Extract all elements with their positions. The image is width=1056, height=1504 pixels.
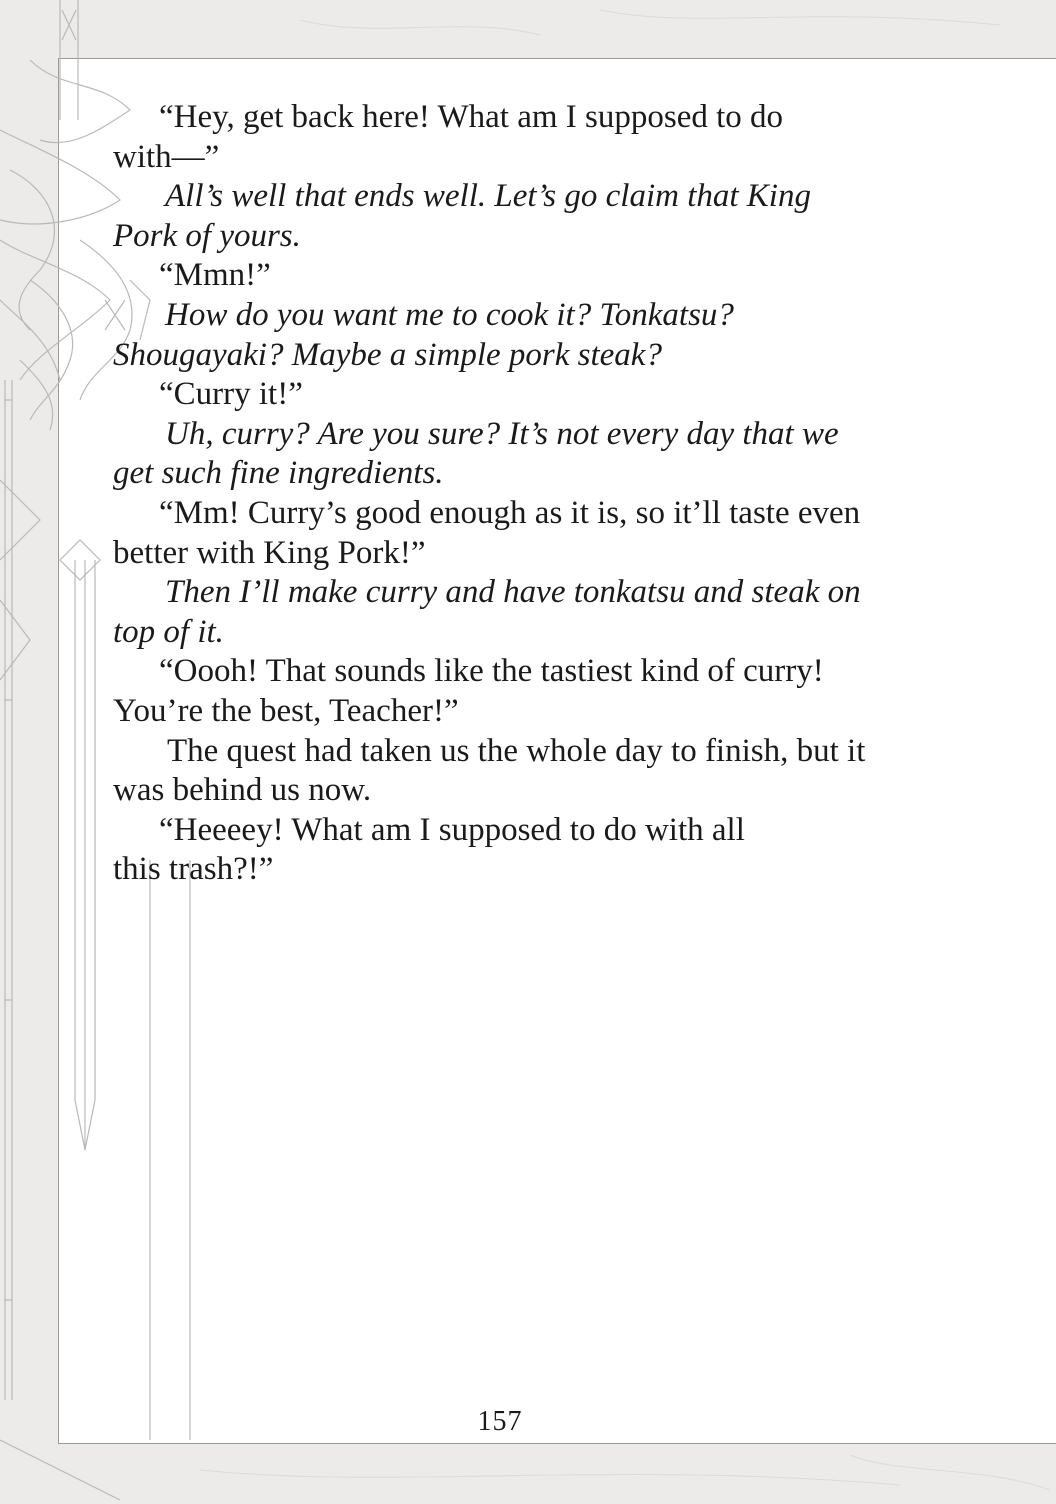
paragraph-thought: All’s well that ends well. Let’s go claim that King Pork of yours. [113,178,811,254]
paragraph-thought: How do you want me to cook it? Tonkatsu? Shougayaki? Maybe a simple pork steak? [113,296,734,373]
paragraph-thought: Then I’ll make curry and have tonkatsu and steak on top of it. [113,574,861,650]
paragraph-dialogue: “Hey, get back here! What am I supposed to do with—” [113,99,784,175]
paragraph-dialogue: “Heeeey! What am I supposed to do with all this trash?!” [113,811,745,888]
text-body [113,98,943,890]
paragraph-dialogue: “Curry it!” [159,376,303,413]
paragraph-thought: Uh, curry? Are you sure? It’s not every day that we get such fine ingredients. [113,415,839,492]
paragraph-narration: The quest had taken us the whole day to finish, but it was behind us now. [113,732,866,809]
paragraph-dialogue: “Mm! Curry’s good enough as it is, so it’ll taste even better with King Pork!” [113,494,861,571]
paragraph-dialogue: “Mmn!” [159,257,271,294]
paragraph-dialogue: “Oooh! That sounds like the tastiest kind of curry! You’re the best, Teacher!” [113,653,824,729]
page-number: 157 [477,1406,523,1437]
